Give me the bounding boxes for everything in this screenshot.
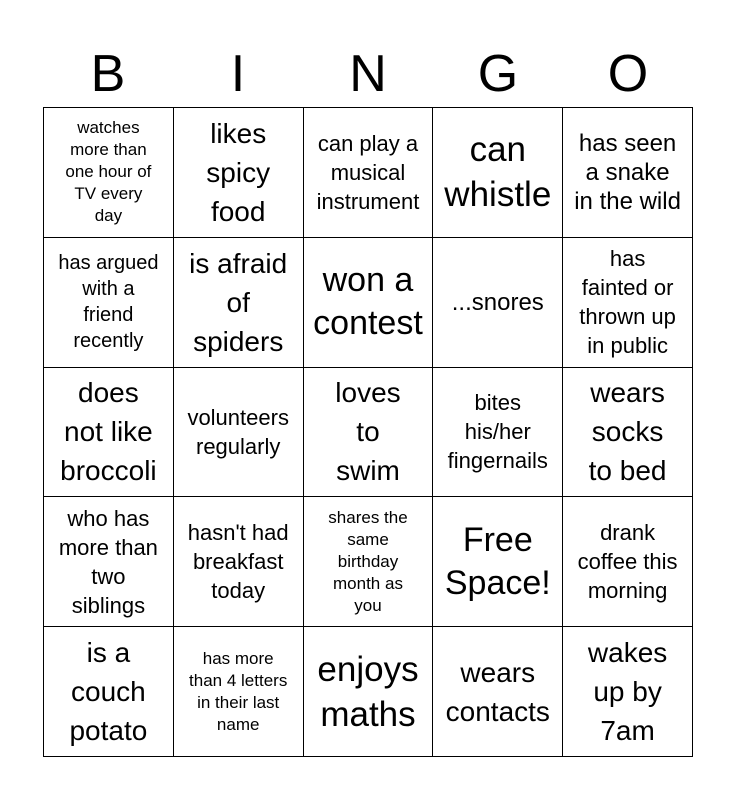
cell-text: wears socks to bed [588,377,667,487]
cell-text: is afraid of spiders [189,247,288,357]
bingo-header [43,40,693,108]
cell-text: has seen a snake in the wild [574,129,681,215]
cell-text: can whistle [444,130,552,215]
bingo-cell[interactable] [174,108,304,238]
header-letter-b: B [90,45,126,103]
cell-text: wakes up by 7am [587,637,668,747]
bingo-cell free-space[interactable] [433,497,563,627]
cell-text: wears contacts [445,656,550,727]
bingo-cell[interactable] [563,368,693,498]
cell-text: likes spicy food [206,117,271,227]
bingo-cell[interactable] [563,627,693,757]
cell-text: shares the same birthday month as you [328,507,408,615]
cell-text: has fainted or thrown up in public [579,246,676,359]
bingo-cell[interactable] [433,238,563,368]
header-letter-n: N [349,45,387,103]
cell-text: ...snores [451,288,544,316]
cell-text: has more than 4 letters in their last name [189,648,288,734]
bingo-cell[interactable] [304,627,434,757]
cell-text: enjoys maths [317,649,419,734]
bingo-cell[interactable] [304,368,434,498]
cell-text: bites his/her fingernails [447,390,548,474]
bingo-cell[interactable] [174,627,304,757]
bingo-cell[interactable] [174,238,304,368]
cell-text: does not like broccoli [60,377,157,487]
cell-text: loves to swim [335,377,401,487]
cell-text: can play a musical instrument [316,130,420,214]
header-letter-o: O [607,45,649,103]
bingo-cell[interactable] [174,497,304,627]
bingo-cell[interactable] [433,627,563,757]
header-letter-g: G [477,45,519,103]
cell-text: who has more than two siblings [58,505,158,618]
bingo-cell[interactable] [563,238,693,368]
bingo-cell[interactable] [44,238,174,368]
bingo-cell[interactable] [433,368,563,498]
bingo-cell[interactable] [44,627,174,757]
header-letter-i: I [230,45,246,103]
cell-text: volunteers regularly [187,404,289,459]
cell-text: hasn't had breakfast today [187,520,289,604]
free-space-text: Free Space! [444,520,551,602]
bingo-cell[interactable] [563,497,693,627]
cell-text: watches more than one hour of TV every day [65,118,152,226]
bingo-cell[interactable] [304,497,434,627]
bingo-grid [43,107,693,757]
bingo-cell[interactable] [433,108,563,238]
bingo-cell[interactable] [304,108,434,238]
cell-text: drank coffee this morning [577,520,678,604]
bingo-cell[interactable] [304,238,434,368]
cell-text: has argued with a friend recently [58,252,159,353]
bingo-cell[interactable] [174,368,304,498]
bingo-cell[interactable] [563,108,693,238]
bingo-cell[interactable] [44,368,174,498]
cell-text: is a couch potato [69,637,148,747]
cell-text: won a contest [313,261,423,343]
bingo-cell[interactable] [44,497,174,627]
bingo-cell[interactable] [44,108,174,238]
